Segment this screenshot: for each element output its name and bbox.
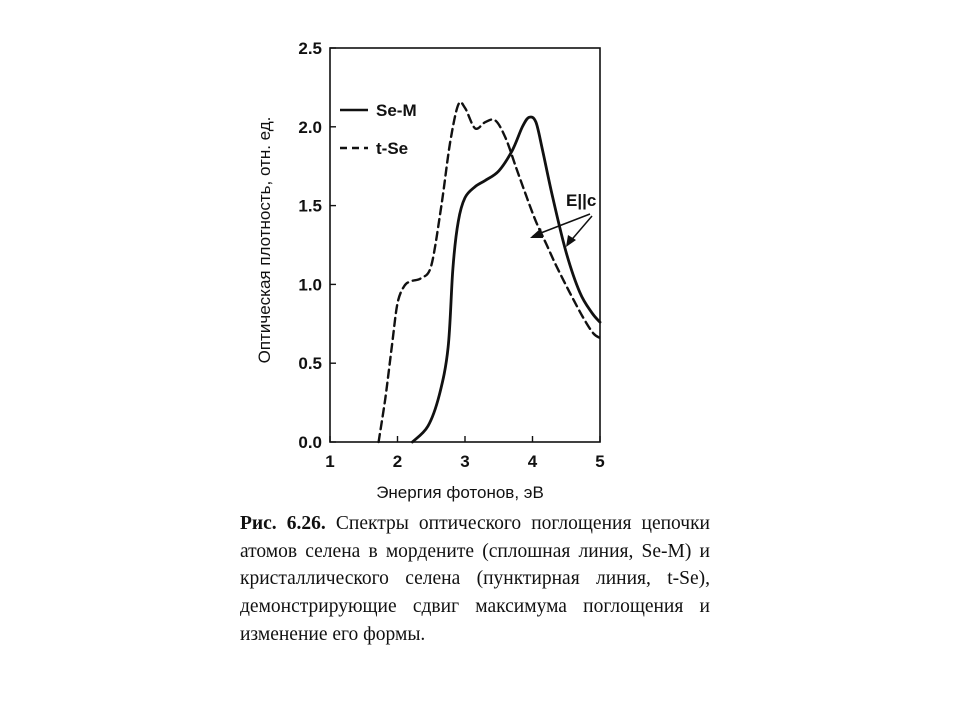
x-tick-label: 2 [392,452,403,471]
caption-label: Рис. 6.26. [240,513,326,534]
annotation-arrowhead-t-se [530,228,543,238]
y-tick-label: 1.0 [298,275,322,295]
y-tick-label: 2.5 [298,39,322,58]
x-tick-label: 4 [527,452,538,471]
caption-text: Спектры оптического поглощения цепочки атомов селена в мордените (сплошная линия, Se-M) и кристаллического селена (пунктирная линия, t-Se), демонстрирующие сдвиг максимума поглощения и изменение его формы. [240,513,710,645]
legend-label-t-se: t-Se [376,139,409,158]
series-lines [379,102,600,442]
y-axis-title: Оптическая плотность, отн. ед. [255,116,274,364]
x-tick-label: 5 [595,452,605,471]
legend [340,101,417,158]
x-tick-label: 1 [325,452,335,471]
x-axis-title: Энергия фотонов, эВ [376,483,544,502]
legend-label-se-m: Se-M [376,101,417,120]
annotation-label: E||c [566,191,597,210]
y-tick-label: 0.0 [298,433,322,452]
y-tick-label: 2.0 [298,117,322,137]
x-tick-label: 3 [460,452,470,471]
series-line-se-m [412,117,600,442]
axis-ticks [298,39,604,471]
figure-caption [240,510,710,648]
y-tick-label: 1.5 [298,196,322,216]
series-line-t-se [379,102,600,442]
y-tick-label: 0.5 [298,354,322,374]
